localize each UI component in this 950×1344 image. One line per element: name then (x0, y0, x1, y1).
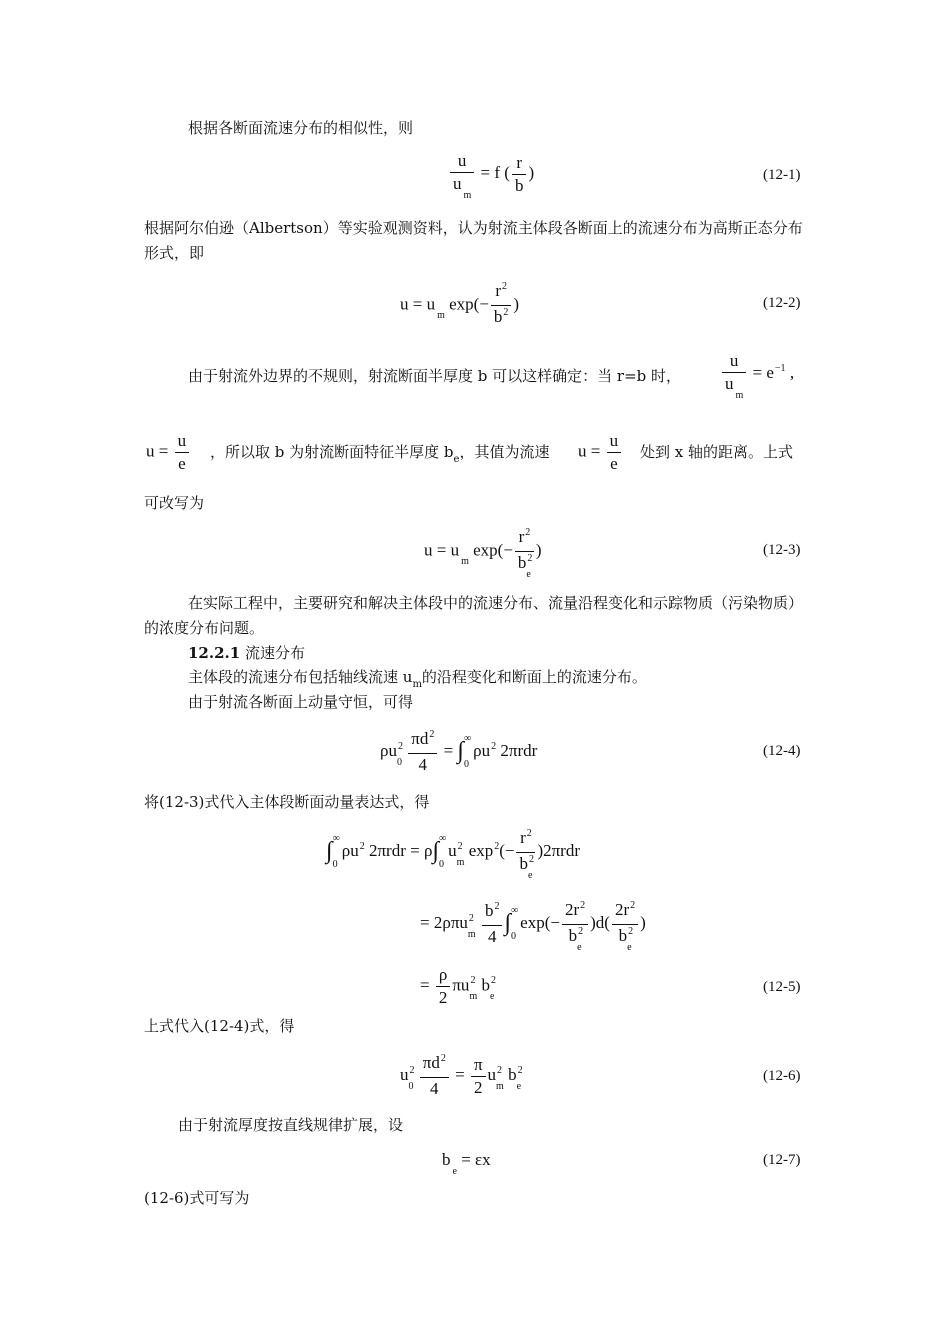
inline-ratio-equation: $\frac{u}{u_m}$ = $e^{-1}$ , (720, 350, 794, 398)
paragraph-substitute-2: 上式代入(12-4)式，得 (144, 1017, 295, 1035)
paragraph-boundary: 由于射流外边界的不规则，射流断面半厚度 b 可以这样确定：当 r=b 时， (188, 367, 682, 385)
equation-12-5-line-3: = $\frac{\rho}{2}$ $\pi u^2_m$ $b^2_e$ (420, 965, 496, 1007)
equation-12-4: $\rho u^2_0$ $\frac{\pi d^2}{4}$ = ∫ ∞ 0 $\rho u^2$ 2πrdr (380, 729, 538, 774)
paragraph-momentum: 由于射流各断面上动量守恒，可得 (188, 693, 414, 711)
equation-number: (12-5) (763, 979, 801, 995)
inline-u-equation: u = $\frac{u}{e}$ (146, 430, 191, 475)
equation-number: (12-1) (763, 167, 801, 183)
inline-u-equation-2: u = $\frac{u}{e}$ (578, 430, 623, 475)
paragraph-rewrite: 可改写为 (144, 494, 205, 512)
paragraph-rewrite-2: (12-6)式可写为 (144, 1189, 250, 1207)
paragraph-distance: 处到 x 轴的距离。上式 (640, 443, 793, 461)
paragraph-similarity: 根据各断面流速分布的相似性，则 (188, 119, 414, 137)
equation-12-1: $\frac{u}{u_m}$ = f ( $\frac{r}{b}$ ) (448, 150, 534, 198)
equation-12-7: $b_e = \varepsilon x$ (442, 1150, 491, 1177)
paragraph-substitute: 将(12-3)式代入主体段断面动量表达式，得 (144, 793, 430, 811)
equation-12-2: $u = u_m$ exp(− $\frac{r^2}{b^2}$ ) (400, 281, 520, 326)
equation-number: (12-6) (763, 1068, 801, 1084)
equation-12-6: $u^2_0$ $\frac{\pi d^2}{4}$ = $\frac{\pi}{2}$ $u^2_m$ $b^2_e$ (400, 1053, 523, 1098)
equation-number: (12-7) (763, 1152, 801, 1168)
paragraph-engineering: 在实际工程中，主要研究和解决主体段中的流速分布、流量沿程变化和示踪物质（污染物质）的浓度分布问题。 (144, 594, 804, 637)
section-heading: 12.2.1 流速分布 (188, 644, 305, 662)
equation-12-5-line-1: ∫ ∞ 0 $\rho u^2$ 2πrdr = ρ∫ ∞ 0 $u^2_m$ $\exp^2(-$ $\frac{r^2}{b^2_e}$ )2πrdr (326, 827, 581, 881)
equation-12-5-line-2: = 2ρπu$^2_m$ $\frac{b^2}{4}$ ∫ ∞ 0 exp(− $\frac{2r^2}{b^2_e}$ )d( $\frac{2r^2}{b^2_e}$ ) (420, 899, 646, 953)
paragraph-axis-velocity: 主体段的流速分布包括轴线流速 $u_m$的沿程变化和断面上的流速分布。 (188, 668, 647, 690)
equation-number: (12-2) (763, 295, 801, 311)
equation-number: (12-4) (763, 743, 801, 759)
equation-12-3: $u = u_m$ exp(− $\frac{r^2}{b^2_e}$ ) (424, 527, 542, 580)
paragraph-expansion: 由于射流厚度按直线规律扩展，设 (178, 1116, 404, 1134)
paragraph-albertson: 根据阿尔伯逊（Albertson）等实验观测资料，认为射流主体段各断面上的流速分布为高斯正态分布形式，即 (144, 219, 803, 262)
paragraph-characteristic: ，所以取 b 为射流断面特征半厚度 $b_e$，其值为流速 (210, 443, 550, 465)
equation-number: (12-3) (763, 542, 801, 558)
